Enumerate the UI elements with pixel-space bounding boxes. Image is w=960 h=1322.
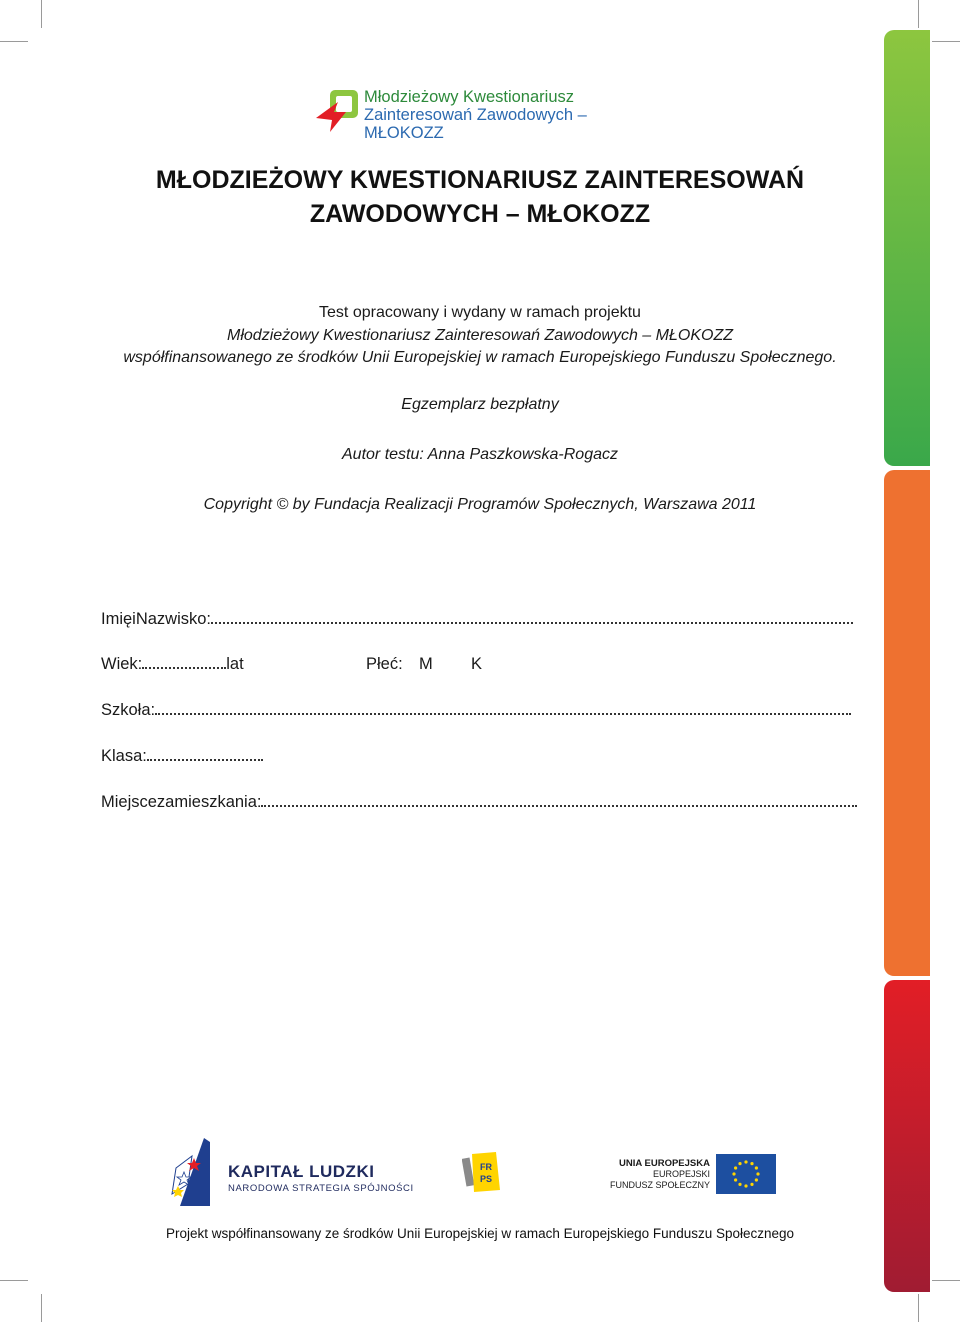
footer-logos (0, 1138, 960, 1208)
eu-star (734, 1166, 737, 1169)
footer-note: Projekt współfinansowany ze środków Unii Europejskiej w ramach Europejskiego Funduszu Społecznego (165, 1226, 795, 1241)
eu-flag-icon (716, 1154, 776, 1194)
school-label: Szkoła: (101, 701, 156, 719)
intro-paragraph (0, 302, 960, 370)
kapital-ludzki-title: KAPITAŁ LUDZKI (228, 1162, 375, 1181)
copyright-line: Copyright © by Fundacja Realizacji Programów Społecznych, Warszawa 2011 (203, 496, 757, 513)
age-label: Wiek: (101, 655, 143, 673)
eu-star (738, 1162, 741, 1165)
school-dots[interactable] (155, 703, 851, 715)
intro-line-3: współfinansowanego ze środków Unii Europejskiej w ramach Europejskiego Funduszu Społecznego. (123, 349, 837, 366)
eu-star (744, 1160, 747, 1163)
eu-line-3: FUNDUSZ SPOŁECZNY (609, 1180, 710, 1190)
school-field[interactable] (101, 701, 851, 720)
eu-text (598, 1158, 710, 1191)
project-logo (316, 88, 656, 142)
eu-star (732, 1172, 735, 1175)
logo-line-1: Młodzieżowy Kwestionariusz (364, 88, 574, 106)
intro-line-2: Młodzieżowy Kwestionariusz Zainteresowań Zawodowych – MŁOKOZZ (227, 326, 733, 344)
eu-line-1: UNIA EUROPEJSKA (619, 1158, 710, 1169)
mlokozz-logo-icon (316, 88, 362, 132)
side-band-red (884, 980, 930, 1292)
age-dots[interactable] (142, 657, 226, 669)
age-unit: lat (226, 655, 244, 673)
side-band-orange (884, 470, 930, 976)
sex-option-k[interactable]: K (471, 655, 483, 673)
eu-star (756, 1172, 759, 1175)
residence-dots[interactable] (261, 795, 857, 807)
logo-text (364, 88, 656, 142)
residence-field[interactable] (101, 793, 857, 812)
eu-star (744, 1184, 747, 1187)
free-copy-note: Egzemplarz bezpłatny (401, 396, 559, 413)
kapital-ludzki-logo-icon (168, 1138, 214, 1206)
kapital-ludzki-subtitle: NARODOWA STRATEGIA SPÓJNOŚCI (228, 1183, 414, 1194)
age-sex-row (101, 655, 483, 674)
logo-line-2: Zainteresowań Zawodowych – MŁOKOZZ (364, 106, 587, 142)
class-field[interactable] (101, 747, 263, 766)
class-label: Klasa: (101, 747, 147, 765)
page-title (0, 163, 960, 231)
eu-line-2: EUROPEJSKI (652, 1169, 710, 1179)
eu-star (738, 1183, 741, 1186)
eu-star (755, 1178, 758, 1181)
frps-line-1: FR (480, 1162, 492, 1172)
name-field[interactable] (101, 610, 853, 629)
residence-label: Miejscezamieszkania: (101, 793, 262, 811)
intro-line-1: Test opracowany i wydany w ramach projektu (319, 304, 641, 321)
title-line-1: MŁODZIEŻOWY KWESTIONARIUSZ ZAINTERESOWAŃ (155, 166, 805, 194)
sex-option-m[interactable]: M (419, 655, 433, 673)
frps-logo-icon (462, 1150, 502, 1194)
class-dots[interactable] (147, 749, 263, 761)
name-dots[interactable] (211, 612, 853, 624)
title-line-2: ZAWODOWYCH – MŁOKOZZ (309, 200, 651, 228)
sex-label: Płeć: (366, 655, 403, 673)
eu-star (750, 1183, 753, 1186)
eu-star (734, 1178, 737, 1181)
name-label: ImięiNazwisko: (101, 610, 212, 628)
frps-line-2: PS (480, 1174, 493, 1184)
author-line: Autor testu: Anna Paszkowska-Rogacz (342, 446, 618, 463)
eu-star (755, 1166, 758, 1169)
eu-star (750, 1162, 753, 1165)
